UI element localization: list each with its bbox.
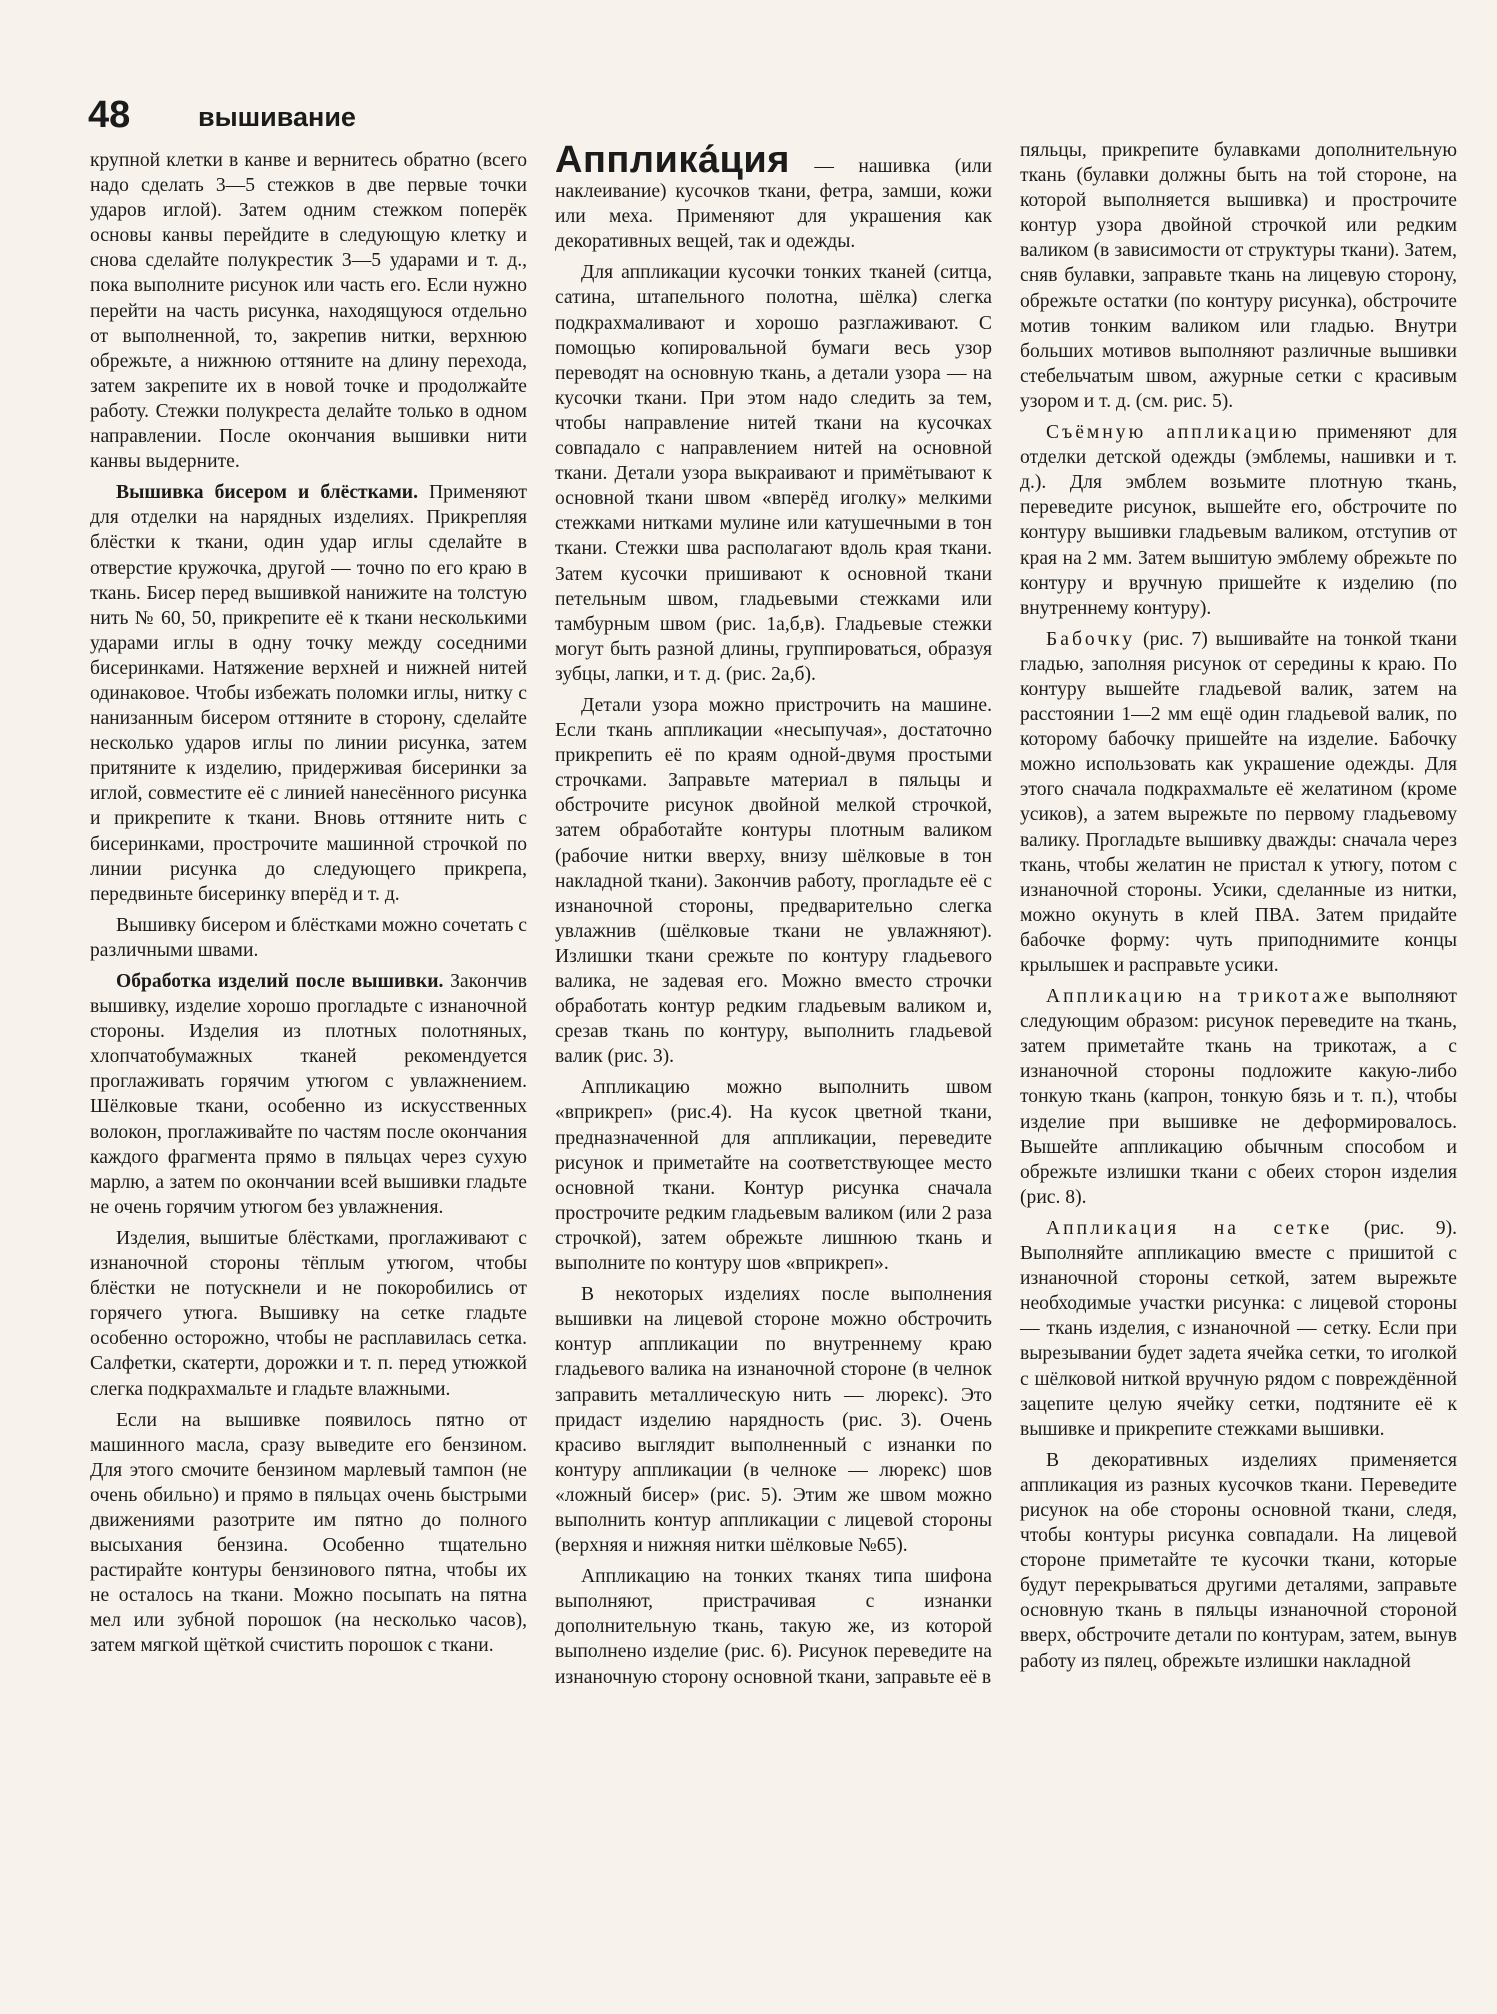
- subheading: Бабочку: [1046, 628, 1136, 650]
- column-1: [90, 148, 527, 1665]
- paragraph-heading: Вышивка бисером и блёстками.: [116, 482, 418, 504]
- paragraph-heading: Обработка изделий после вышивки.: [116, 971, 444, 992]
- paragraph: В некоторых изделиях после выполнения вышивки на лицевой стороне можно обстрочить контур аппликации по внутреннему краю гладьевого валика на изнаночной стороне (в челнок заправить металлическую нить — люрекс). Это придаст изделию нарядность (рис. 3). Очень красиво выглядит выполненный с изнанки по контуру аппликации (в челноке — люрекс) шов «ложный бисер» (рис. 5). Этим же швом можно выполнить контур аппликации с лицевой стороны (верхняя и нижняя нитки шёлковые №65).: [555, 1284, 992, 1557]
- page-header: [88, 92, 1468, 142]
- paragraph: пяльцы, прикрепите булавками дополнительную ткань (булавки должны быть на той стороне, на которой выполняется вышивка) и прострочите контур узора двойной строчкой или редким валиком (в зависимости от структуры ткани). Затем, сняв булавки, заправьте ткань на лицевую сторону, обрежьте остатки (по контуру рисунка), обстрочите мотив тонким валиком или гладью. Внутри больших мотивов выполняют различные вышивки стебельчатым швом, ажурные сетки с красивым узором и т. д. (см. рис. 5).: [1020, 140, 1457, 412]
- paragraph: [1020, 420, 1457, 621]
- paragraph: крупной клетки в канве и вернитесь обратно (всего надо сделать 3—5 стежков в две первые точки ударов иглой). Затем одним стежком поперёк основы канвы перейдите в следующую клетку и снова сделайте полукрестик 3—5 ударами и т. д., пока выполните рисунок или часть его. Если нужно перейти на часть рисунка, находящуюся отдельно от выполненной, то, закрепив нитки, верхнюю обрежьте, а нижнюю оттяните на длину перехода, затем закрепите их в новой точке и продолжайте работу. Стежки полукреста делайте только в одном направлении. После окончания вышивки нити канвы выдерните.: [90, 150, 527, 473]
- paragraph-text: (рис. 7) вышивайте на тонкой ткани гладью, заполняя рисунок от середины к краю. По контуру вышейте гладьевой валик, затем на расстоянии 1—2 мм ещё один гладьевой валик, по которому бабочку пришейте на изделие. Бабочку можно использовать как украшение одежды. Для этого сначала подкрахмальте её желатином (кроме усиков), а затем вырежьте по первому гладьевому валику. Прогладьте вышивку дважды: сначала через ткань, чтобы желатин не пристал к утюгу, потом с изнаночной стороны. Усики, сделанные из нитки, можно окунуть в клей ПВА. Затем придайте бабочке форму: чуть приподнимите концы крылышек и расправьте усики.: [1020, 628, 1457, 976]
- paragraph-text: (рис. 9). Выполняйте аппликацию вместе с пришитой с изнаночной стороны сеткой, затем вырежьте необходимые участки рисунка: с лицевой стороны — ткань изделия, с изнаночной — сетку. Если при вырезывании будет задета ячейка сетки, то иголкой с шёлковой ниткой вручную рядом с повреждённой зацепите целую ячейку сетки, подтяните её к вышивке и прикрепите стежками вышивки.: [1020, 1217, 1457, 1440]
- section-title: вышивание: [198, 102, 356, 132]
- paragraph: [90, 480, 527, 907]
- paragraph: Аппликацию можно выполнить швом «вприкреп» (рис.4). На кусок цветной ткани, предназначенной для аппликации, переведите рисунок и приметайте на соответствующее место основной ткани. Контур рисунка сначала прострочите редким гладьевым валиком (или 2 раза строчкой), затем обрежьте лишнюю ткань и выполните по контуру шов «вприкреп».: [555, 1077, 992, 1275]
- paragraph: Вышивку бисером и блёстками можно сочетать с различными швами.: [90, 914, 527, 961]
- subheading: Аппликация на сетке: [1046, 1217, 1333, 1239]
- paragraph-text: выполняют следующим образом: рисунок переведите на ткань, затем приметайте ткань на трикотаж, а с изнаночной стороны подложите какую-либо тонкую ткань (капрон, тонкую бязь и т. п.), чтобы изделие при вышивке не деформировалось. Вышейте аппликацию обычным способом и обрежьте излишки ткани с обеих сторон изделия (рис. 8).: [1020, 986, 1457, 1208]
- paragraph: Аппликацию на тонких тканях типа шифона выполняют, пристрачивая с изнанки дополнительную ткань, такую же, из которой выполнено изделие (рис. 6). Рисунок переведите на изнаночную сторону основной ткани, заправьте её в: [555, 1566, 992, 1688]
- paragraph: Для аппликации кусочки тонких тканей (ситца, сатина, штапельного полотна, шёлка) слегка подкрахмаливают и хорошо разглаживают. С помощью копировальной бумаги весь узор переводят на основную ткань, а детали узора — на кусочки ткани. При этом надо следить за тем, чтобы направление нитей ткани на кусочках совпадало с направлением нитей на основной ткани. Детали узора выкраивают и примётывают к основной ткани швом «вперёд иголку» мелкими стежками нитками мулине или катушечными в тон ткани. Стежки шва располагают вдоль края ткани. Затем кусочки пришивают к основной ткани петельным швом, гладьевыми стежками или тамбурным швом (рис. 1а,б,в). Гладьевые стежки могут быть разной длины, группироваться, образуя зубцы, лапки, и т. д. (рис. 2а,б).: [555, 262, 992, 685]
- paragraph: [90, 969, 527, 1220]
- column-3: [1020, 138, 1457, 1680]
- entry-title: Апплика́ция: [555, 139, 790, 181]
- paragraph: Детали узора можно пристрочить на машине. Если ткань аппликации «несыпучая», достаточно прикрепить её по краям одной-двумя простыми строчками. Заправьте материал в пяльцы и обстрочите рисунок двойной мелкой строчкой, затем обработайте контуры плотным валиком (рабочие нитки вверху, внизу шёлковые в тон накладной ткани). Закончив работу, прогладьте её с изнаночной стороны, предварительно слегка увлажнив (шёлковые ткани не увлажняют). Излишки ткани срежьте по контуру гладьевого валика, не задевая его. Можно вместо строчки обработать контур редким гладьевым валиком и, срезав ткань по контуру, выполнить гладьевой валик (рис. 3).: [555, 694, 992, 1068]
- column-2: [555, 139, 992, 1696]
- paragraph: [1020, 1216, 1457, 1442]
- paragraph: В декоративных изделиях применяется аппликация из разных кусочков ткани. Переведите рисунок на обе стороны основной ткани, следя, чтобы контуры рисунка совпадали. На лицевой стороне приметайте те кусочки ткани, которые будут перекрываться другими деталями, заправьте основную ткань в пяльцы изнаночной стороной вверх, обстрочите детали по контурам, затем, вынув работу из пялец, обрежьте излишки накладной: [1020, 1449, 1457, 1672]
- paragraph-text: Применяют для отделки на нарядных изделиях. Прикрепляя блёстки к ткани, один удар иглы сделайте в отверстие кружочка, другой — точно по его краю в ткань. Бисер перед вышивкой нанижите на толстую нить № 60, 50, прикрепите её к ткани несколькими ударами иглы в одну точку между соседними бисеринками. Натяжение верхней и нижней нитей одинаковое. Чтобы избежать поломки иглы, нитку с нанизанным бисером оттяните в сторону, сделайте несколько ударов иглы по линии рисунка, затем притяните к изделию, придерживая бисеринки за иглой, совместите её с линией нанесённого рисунка и прикрепите к ткани. Вновь оттяните нить с бисеринками, прострочите машинной строчкой по линии рисунка до следующего прикрепа, передвиньте бисеринку вперёд и т. д.: [90, 482, 527, 905]
- paragraph-text: — нашивка (или наклеивание) кусочков ткани, фетра, замши, кожи или меха. Применяют для украшения как декоративных вещей, так и одежды.: [555, 156, 992, 253]
- subheading: Съёмную аппликацию: [1046, 422, 1300, 444]
- paragraph: Изделия, вышитые блёстками, проглаживают с изнаночной стороны тёплым утюгом, чтобы блёстки не потускнели и не покоробились от горячего утюга. Вышивку на сетке гладьте особенно осторожно, чтобы не расплавилась сетка. Салфетки, скатерти, дорожки и т. п. перед утюжкой слегка подкрахмальте и гладьте влажными.: [90, 1227, 527, 1400]
- subheading: Аппликацию на трикотаже: [1046, 986, 1352, 1008]
- paragraph-text: применяют для отделки детской одежды (эмблемы, нашивки и т. д.). Для эмблем возьмите плотную ткань, переведите рисунок, вышейте его, обстрочите по контуру вышивки гладьевым валиком, отступив от края на 2 мм. Затем вышитую эмблему обрежьте по контуру и вручную пришейте к изделию (по внутреннему контуру).: [1020, 422, 1457, 619]
- page-number: 48: [88, 94, 131, 136]
- paragraph-text: Закончив вышивку, изделие хорошо прогладьте с изнаночной стороны. Изделия из плотных полотняных, хлопчатобумажных тканей рекомендуется проглаживать горячим утюгом с увлажнением. Шёлковые ткани, особенно из искусственных волокон, проглаживайте по частям после окончания каждого фрагмента прямо в пяльцах через сухую марлю, а затем по окончании всей вышивки гладьте не очень горячим утюгом без увлажнения.: [90, 971, 527, 1218]
- paragraph: [1020, 984, 1457, 1210]
- paragraph: [1020, 627, 1457, 978]
- entry-paragraph: [555, 139, 992, 254]
- paragraph: Если на вышивке появилось пятно от машинного масла, сразу выведите его бензином. Для этого смочите бензином марлевый тампон (не очень обильно) и прямо в пяльцах очень быстрыми движениями разотрите им пятно до полного высыхания бензина. Особенно тщательно растирайте контуры бензинового пятна, чтобы их не осталось на ткани. Можно посыпать на пятна мел или зубной порошок (на несколько часов), затем мягкой щёткой счистить порошок с ткани.: [90, 1409, 527, 1657]
